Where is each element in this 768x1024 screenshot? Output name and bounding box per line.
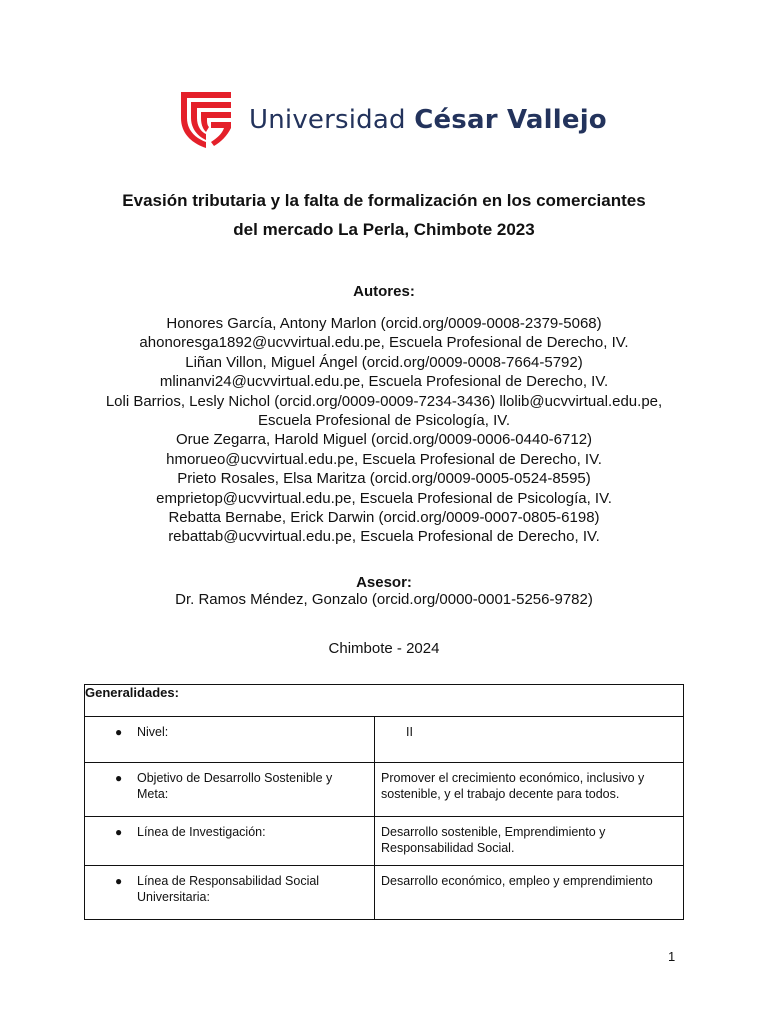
row-label: Nivel: — [137, 725, 169, 739]
author-line: mlinanvi24@ucvvirtual.edu.pe, Escuela Profesional de Derecho, IV. — [159, 373, 609, 391]
author-line: Rebatta Bernabe, Erick Darwin (orcid.org/0009-0007-0805-6198) — [168, 509, 600, 527]
row-label-cell — [85, 817, 375, 866]
page-number: 1 — [668, 949, 676, 964]
title-line-2: del mercado La Perla, Chimbote 2023 — [233, 220, 535, 239]
university-logo — [181, 92, 607, 148]
row-label-cell — [85, 717, 375, 763]
table-row — [85, 817, 684, 866]
place-date: Chimbote - 2024 — [328, 640, 440, 657]
row-label: Línea de Investigación: — [137, 825, 266, 839]
row-label-cell — [85, 866, 375, 920]
author-line: Honores García, Antony Marlon (orcid.org/0009-0008-2379-5068) — [166, 315, 602, 332]
document-title — [84, 186, 684, 244]
authors-heading: Autores: — [353, 283, 415, 300]
generalidades-heading: Generalidades: — [85, 685, 684, 717]
row-label: Línea de Responsabilidad Social Universitaria: — [137, 874, 320, 904]
logo-wordmark: Universidad César Vallejo — [249, 105, 607, 135]
author-line: Orue Zegarra, Harold Miguel (orcid.org/0009-0006-0440-6712) — [175, 431, 593, 449]
table-row — [85, 763, 684, 817]
asesor-heading: Asesor: — [356, 574, 412, 591]
author-line: Escuela Profesional de Psicología, IV. — [257, 412, 511, 430]
author-line: Prieto Rosales, Elsa Maritza (orcid.org/0009-0005-0524-8595) — [177, 470, 591, 488]
author-line: emprietop@ucvvirtual.edu.pe, Escuela Profesional de Psicología, IV. — [156, 489, 612, 507]
author-line: rebattab@ucvvirtual.edu.pe, Escuela Profesional de Derecho, IV. — [168, 528, 600, 546]
table-row — [85, 866, 684, 920]
author-line: hmorueo@ucvvirtual.edu.pe, Escuela Profesional de Derecho, IV. — [166, 450, 602, 468]
row-value: Desarrollo sostenible, Emprendimiento y Responsabilidad Social. — [375, 817, 684, 866]
authors-list — [40, 314, 728, 547]
author-line: ahonoresga1892@ucvvirtual.edu.pe, Escuela Profesional de Derecho, IV. — [139, 334, 629, 352]
title-line-1: Evasión tributaria y la falta de formalización en los comerciantes — [122, 191, 646, 210]
row-value: Promover el crecimiento económico, inclusivo y sostenible, y el trabajo decente para todos. — [375, 763, 684, 817]
generalidades-table — [84, 684, 684, 920]
bullet-icon: ● — [115, 825, 123, 839]
table-row — [85, 717, 684, 763]
ucv-shield-icon — [181, 92, 231, 148]
row-value: Desarrollo económico, empleo y emprendimiento — [375, 866, 684, 920]
bullet-icon: ● — [115, 874, 123, 888]
asesor-name: Dr. Ramos Méndez, Gonzalo (orcid.org/0000-0001-5256-9782) — [175, 591, 593, 608]
row-value-cell — [375, 717, 684, 763]
bullet-icon: ● — [115, 725, 123, 739]
author-line: Loli Barrios, Lesly Nichol (orcid.org/0009-0009-7234-3436) llolib@ucvvirtual.edu.pe, — [105, 392, 663, 410]
row-label-cell — [85, 763, 375, 817]
author-line: Liñan Villon, Miguel Ángel (orcid.org/0009-0008-7664-5792) — [185, 353, 583, 371]
bullet-icon: ● — [115, 771, 123, 785]
row-label: Objetivo de Desarrollo Sostenible y Meta: — [137, 771, 333, 801]
row-value: II — [406, 725, 413, 739]
